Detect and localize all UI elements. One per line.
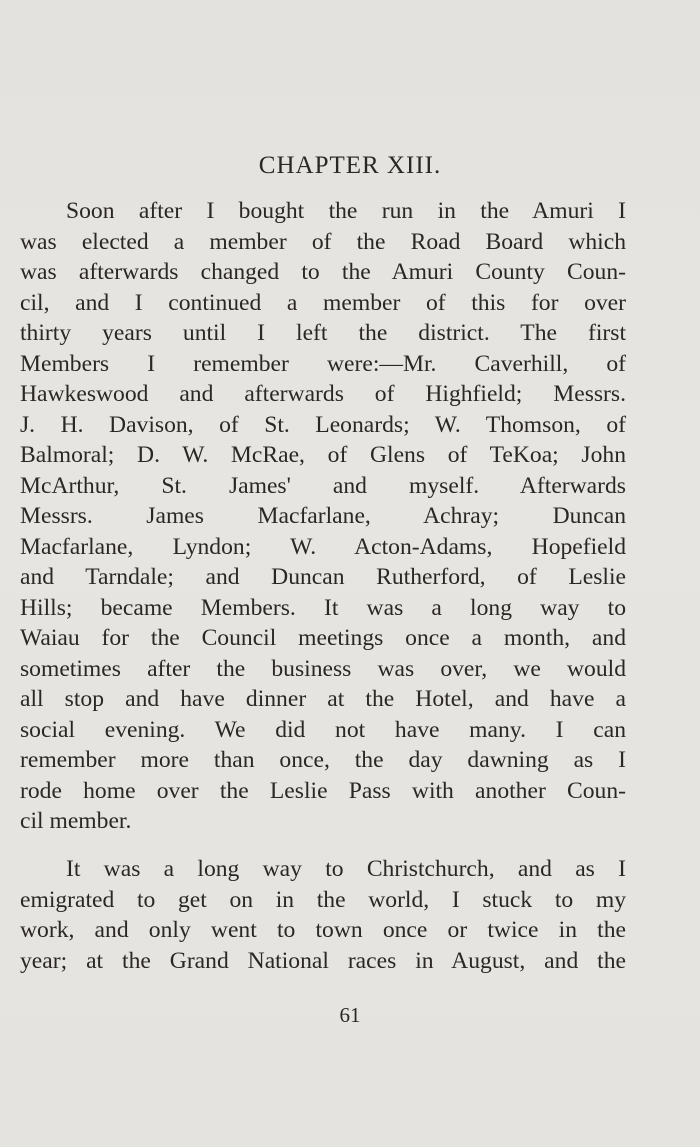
paragraph-1 [20,196,626,837]
text-line: Hills; became Members. It was a long way to [20,594,626,621]
text-line: sometimes after the business was over, we would [20,655,626,682]
page-number: 61 [339,1003,361,1027]
text-line: Hawkeswood and afterwards of Highfield; Messrs. [20,381,626,407]
text-line: Macfarlane, Lyndon; W. Acton-Adams, Hopefield [20,533,626,560]
text-line: remember more than once, the day dawning as I [20,747,626,773]
text-line: was afterwards changed to the Amuri County Coun- [20,259,626,285]
text-line: cil member. [20,808,132,834]
text-line: and Tarndale; and Duncan Rutherford, of Leslie [20,564,626,590]
text-line: all stop and have dinner at the Hotel, and have a [20,686,626,712]
text-line: McArthur, St. James' and myself. Afterwards [20,472,626,499]
text-line: It was a long way to Christchurch, and as I [66,856,626,882]
text-line: was elected a member of the Road Board which [20,228,626,255]
text-line: year; at the Grand National races in August, and the [20,947,626,974]
text-line: Members I remember were:—Mr. Caverhill, of [20,350,626,377]
text-line: cil, and I continued a member of this for over [20,289,626,316]
text-line: J. H. Davison, of St. Leonards; W. Thomson, of [20,411,626,438]
text-line: work, and only went to town once or twice in the [20,917,626,943]
text-line: Balmoral; D. W. McRae, of Glens of TeKoa; John [20,442,626,468]
text-line: Messrs. James Macfarlane, Achray; Duncan [20,503,626,529]
paragraph-2 [20,854,626,976]
text-line: rode home over the Leslie Pass with another Coun- [20,777,626,804]
text-line: Waiau for the Council meetings once a month, and [20,625,626,651]
text-line: thirty years until I left the district. The first [20,320,626,346]
text-line: Soon after I bought the run in the Amuri I [66,198,626,224]
text-line: emigrated to get on in the world, I stuck to my [20,886,626,913]
chapter-title: CHAPTER XIII. [258,152,442,179]
text-line: social evening. We did not have many. I can [20,716,626,743]
